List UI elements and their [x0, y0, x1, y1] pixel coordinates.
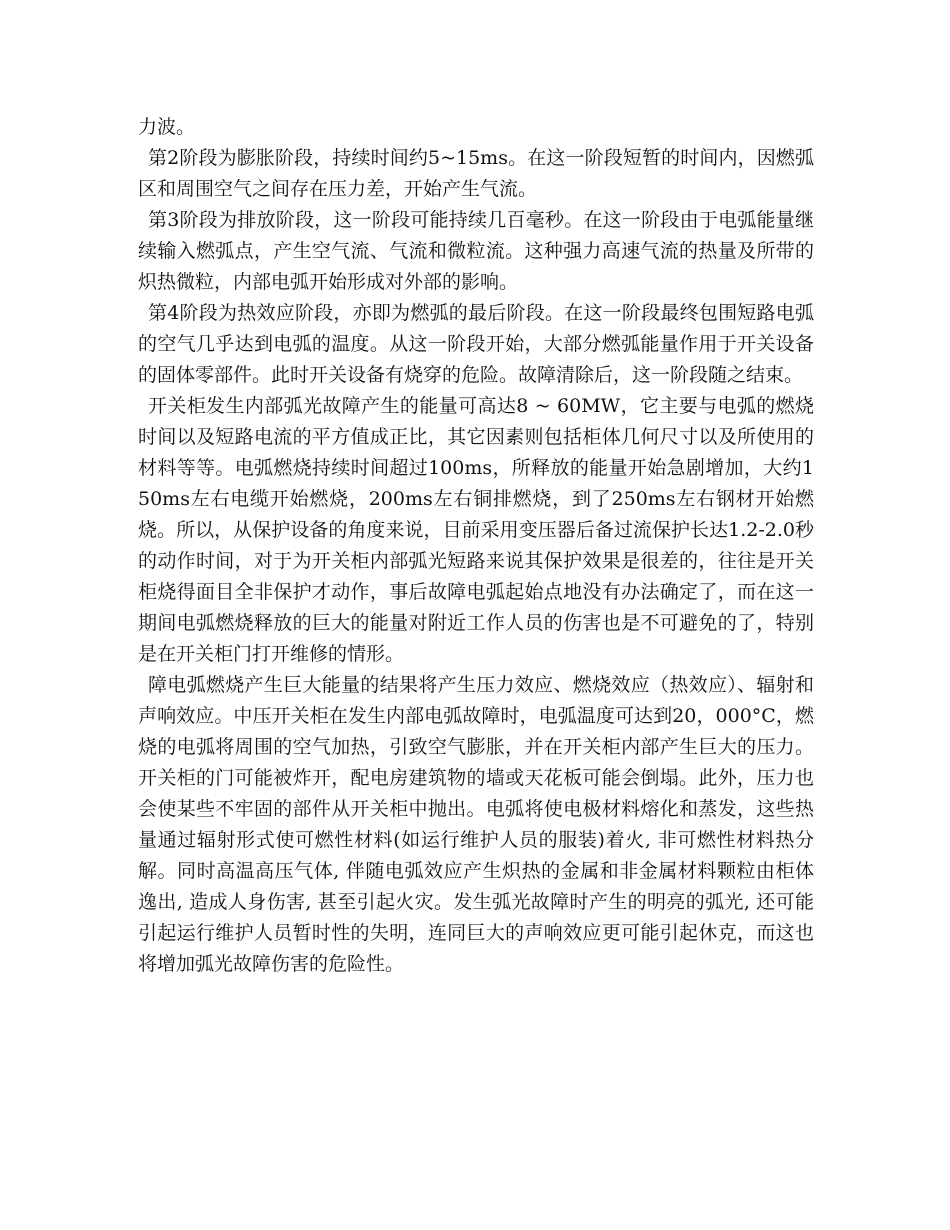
paragraph-continuation: 力波。 — [138, 116, 196, 138]
paragraph-arc-energy: 开关柜发生内部弧光故障产生的能量可高达8 ~ 60MW，它主要与电弧的燃烧时间以及短路电流的平方值成正比，其它因素则包括柜体几何尺寸以及所使用的材料等等。电弧燃烧持续时间超过100ms，所释放的能量开始急剧增加，大约150ms左右电缆开始燃烧，200ms左右铜排燃烧，到了250ms左右钢材开始燃烧。所以，从保护设备的角度来说，目前采用变压器后备过流保护长达1.2-2.0秒的动作时间，对于为开关柜内部弧光短路来说其保护效果是很差的，往往是开关柜烧得面目全非保护才动作，事后故障电弧起始点地没有办法确定了，而在这一期间电弧燃烧释放的巨大的能量对附近工作人员的伤害也是不可避免的了，特别是在开关柜门打开维修的情形。 — [138, 395, 814, 665]
paragraph-stage-2: 第2阶段为膨胀阶段，持续时间约5~15ms。在这一阶段短暂的时间内，因燃弧区和周围空气之间存在压力差，开始产生气流。 — [138, 147, 814, 200]
paragraph-arc-effects: 障电弧燃烧产生巨大能量的结果将产生压力效应、燃烧效应（热效应）、辐射和声响效应。中压开关柜在发生内部电弧故障时，电弧温度可达到20，000°C，燃烧的电弧将周围的空气加热，引致空气膨胀，并在开关柜内部产生巨大的压力。开关柜的门可能被炸开，配电房建筑物的墙或天花板可能会倒塌。此外，压力也会使某些不牢固的部件从开关柜中抛出。电弧将使电极材料熔化和蒸发，这些热量通过辐射形式使可燃性材料(如运行维护人员的服装)着火, 非可燃性材料热分解。同时高温高压气体, 伴随电弧效应产生炽热的金属和非金属材料颗粒由柜体逸出, 造成人身伤害, 甚至引起火灾。发生弧光故障时产生的明亮的弧光, 还可能引起运行维护人员暂时性的失明，连同巨大的声响效应更可能引起休克，而这也将增加弧光故障伤害的危险性。 — [138, 674, 814, 975]
body-text — [138, 112, 814, 980]
paragraph-stage-4: 第4阶段为热效应阶段，亦即为燃弧的最后阶段。在这一阶段最终包围短路电弧的空气几乎达到电弧的温度。从这一阶段开始，大部分燃弧能量作用于开关设备的固体零部件。此时开关设备有烧穿的危险。故障清除后，这一阶段随之结束。 — [138, 302, 814, 386]
paragraph-stage-3: 第3阶段为排放阶段，这一阶段可能持续几百毫秒。在这一阶段由于电弧能量继续输入燃弧点，产生空气流、气流和微粒流。这种强力高速气流的热量及所带的炽热微粒，内部电弧开始形成对外部的影响。 — [138, 209, 814, 293]
